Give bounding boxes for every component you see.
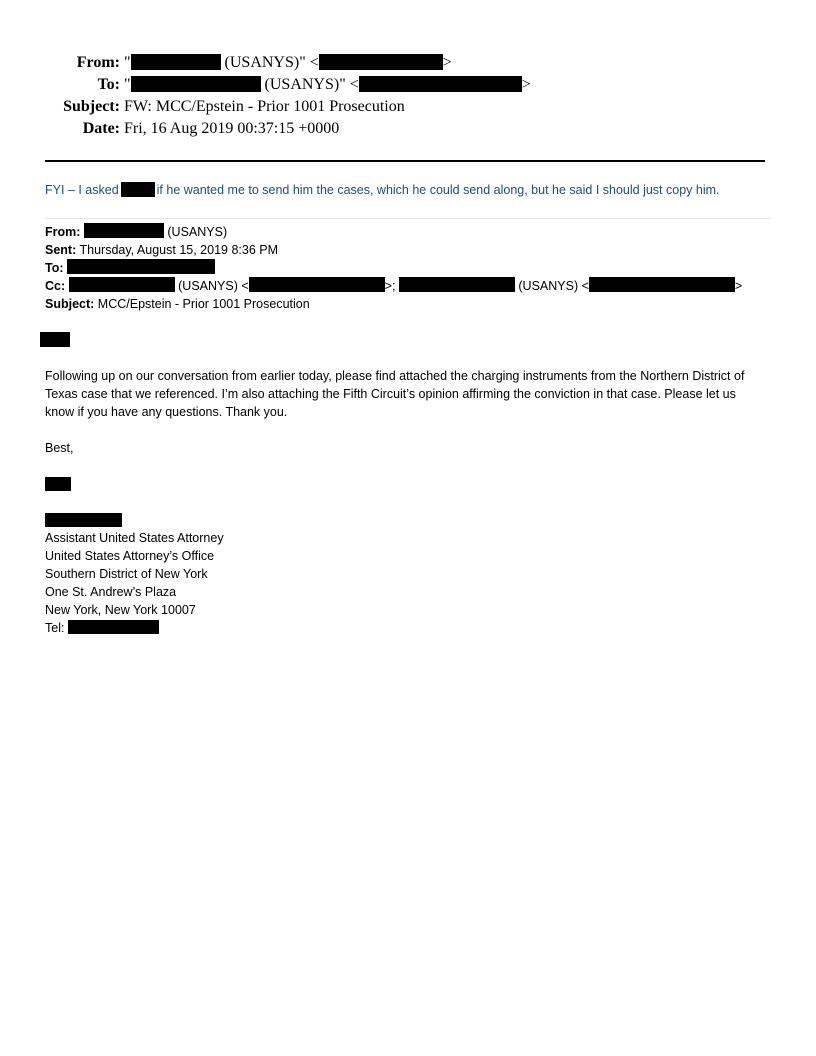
redacted-recipient: [67, 259, 215, 274]
redacted-sender-email: [319, 54, 443, 70]
closing: Best,: [45, 441, 74, 455]
header-from-row: From: " (USANYS)" < >: [40, 52, 740, 74]
orig-subject-row: Subject: MCC/Epstein - Prior 1001 Prosecution: [45, 297, 310, 311]
fyi-note: FYI – I asked if he wanted me to send him the cases, which he could send along, but he said I should just copy him.: [45, 183, 720, 197]
redacted-cc-name-2: [399, 277, 515, 292]
redacted-cc-name-1: [69, 277, 175, 292]
redacted-name: [121, 182, 155, 197]
message-body: Following up on our conversation from earlier today, please find attached the charging instruments from the Northern District of Texas case that we referenced. I’m also attaching the Fifth Circuit’s opinion affirming the conviction in that case. Please let us know if you have any questions. Thank you.: [45, 369, 745, 419]
original-message-header: [45, 223, 785, 313]
header-from-label: From:: [76, 54, 120, 71]
orig-from-row: From: (USANYS): [45, 225, 228, 239]
redacted-phone: [68, 620, 159, 634]
redacted-cc-email-2: [589, 277, 735, 292]
header-date: Fri, 16 Aug 2019 00:37:15 +0000: [124, 120, 340, 137]
redacted-signer-name: [45, 513, 122, 527]
header-to-org: (USANYS)" <: [264, 76, 359, 93]
orig-sent-row: Sent: Thursday, August 15, 2019 8:36 PM: [45, 243, 279, 257]
redacted-sender-name: [131, 54, 221, 70]
message-divider: [45, 218, 771, 219]
signature-tel-row: Tel:: [45, 619, 755, 637]
redacted-greeting: [40, 332, 70, 347]
redacted-cc-email-1: [249, 277, 385, 292]
redacted-signoff: [45, 477, 71, 491]
signature-district: Southern District of New York: [45, 567, 208, 581]
redacted-recipient-name: [131, 76, 261, 92]
signature-office: United States Attorney’s Office: [45, 549, 215, 563]
signature-street: One St. Andrew’s Plaza: [45, 585, 177, 599]
redacted-sender-name: [84, 223, 164, 238]
header-subject: FW: MCC/Epstein - Prior 1001 Prosecution: [124, 98, 405, 115]
header-divider: [45, 160, 765, 162]
header-subject-label: Subject:: [63, 98, 120, 115]
signature-block: [45, 529, 755, 637]
orig-to-row: To:: [45, 259, 785, 277]
header-to-row: To: " (USANYS)" < >: [40, 74, 740, 96]
orig-cc-row: Cc: (USANYS) < >; (USANYS) < >: [45, 279, 743, 293]
header-date-row: [40, 118, 740, 140]
header-to-label: To:: [97, 76, 120, 93]
signature-city: New York, New York 10007: [45, 603, 196, 617]
header-subject-row: [40, 96, 740, 118]
signature-title: Assistant United States Attorney: [45, 531, 224, 545]
header-date-label: Date:: [82, 120, 120, 137]
header-from-org: (USANYS)" <: [224, 54, 319, 71]
email-header: [40, 52, 740, 140]
redacted-recipient-email: [359, 76, 522, 92]
